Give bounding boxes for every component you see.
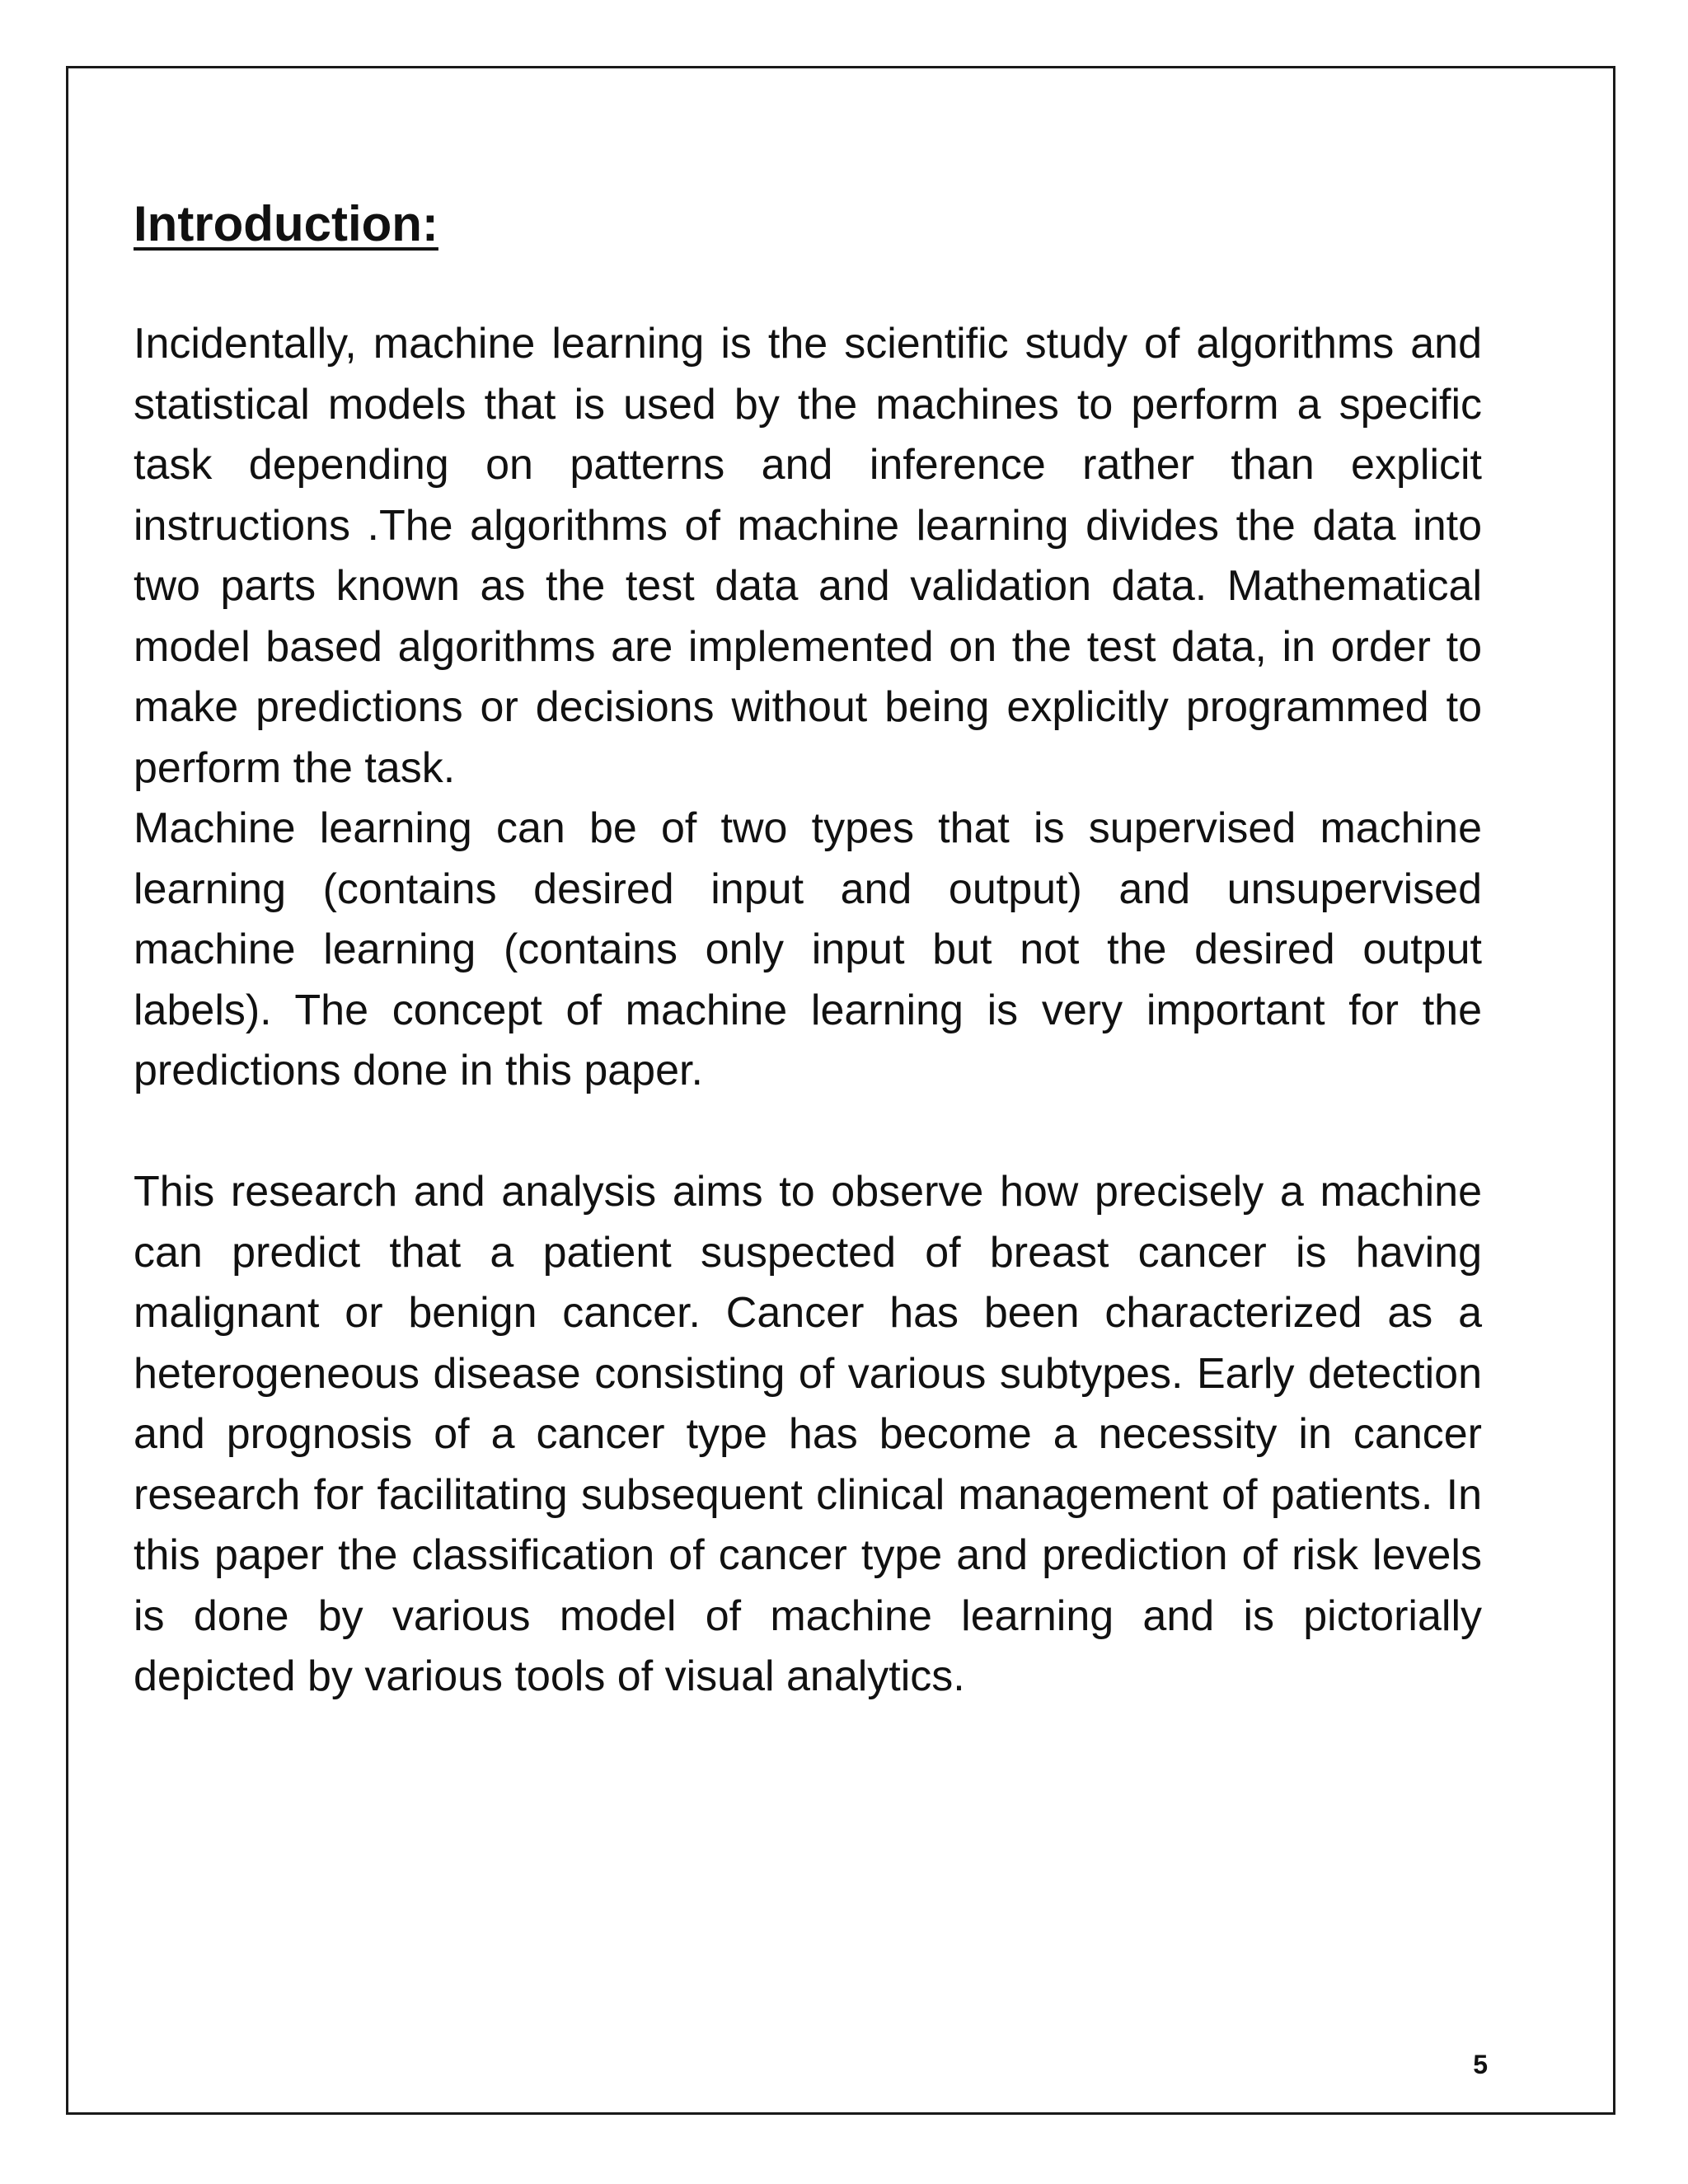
page-number: 5 <box>1473 2050 1488 2079</box>
paragraph-intro: Incidentally, machine learning is the scientific study of algorithms and statistical models that is used by the machines to perform a specific task depending on patterns and inference rather than explicit instructions .The algorithms of machine learning divides the data into two parts known as the test data and validation data. Mathematical model based algorithms are implemented on the test data, in order to make predictions or decisions without being explicitly programmed to perform the task. <box>134 320 1482 792</box>
paragraph-research-aim: This research and analysis aims to observe how precisely a machine can predict that a patient suspected of breast cancer is having malignant or benign cancer. Cancer has been characterized as a heterogeneous disease consisting of various subtypes. Early detection and prognosis of a cancer type has become a necessity in cancer research for facilitating subsequent clinical management of patients. In this paper the classification of cancer type and prediction of risk levels is done by various model of machine learning and is pictorially depicted by various tools of visual analytics. <box>134 1168 1482 1700</box>
section-heading: Introduction: <box>134 196 438 251</box>
paragraph-ml-types: Machine learning can be of two types that is supervised machine learning (contains desired input and output) and unsupervised machine learning (contains only input but not the desired output labels). The concept of machine learning is very important for the predictions done in this paper. <box>134 804 1482 1094</box>
paragraph-spacer <box>134 1102 1482 1163</box>
document-body <box>134 194 1482 1708</box>
